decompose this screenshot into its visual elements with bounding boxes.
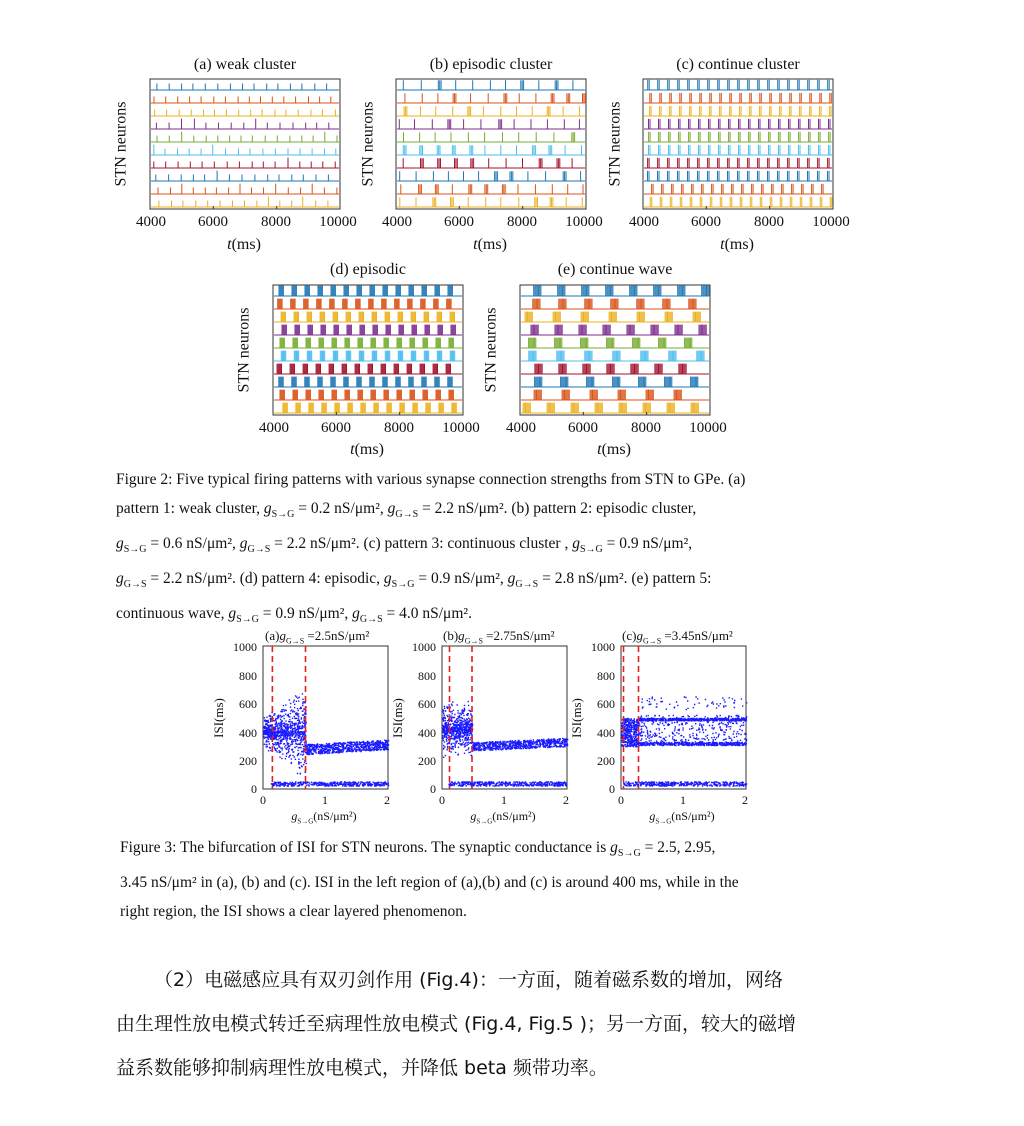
raster-plot-c — [643, 79, 833, 209]
x-tick: 8000 — [631, 420, 661, 436]
x-tick: 4000 — [382, 214, 412, 230]
figure-2-caption — [116, 465, 861, 634]
x-tick: 0 — [618, 793, 624, 807]
caption-line: right region, the ISI shows a clear layered phenomenon. — [120, 903, 467, 921]
plot-frame — [150, 79, 340, 209]
y-tick: 1000 — [412, 640, 436, 654]
figure-3-caption — [120, 833, 857, 926]
x-axis-label-b: t(ms) — [473, 236, 507, 253]
x-tick: 0 — [260, 793, 266, 807]
y-tick: 800 — [418, 669, 436, 683]
isi-panel-title-a: $(a)g_{G\to S} =2.5nS/\mu m^2$ — [265, 628, 370, 646]
isi-scatter-c — [621, 646, 746, 789]
isi-panel-title-c: $(c)g_{G\to S} =3.45nS/\mu m^2$ — [622, 628, 733, 646]
x-tick: 6000 — [691, 214, 721, 230]
x-tick: 1 — [680, 793, 686, 807]
x-tick: 1 — [501, 793, 507, 807]
x-tick: 8000 — [261, 214, 291, 230]
x-tick: 10000 — [812, 214, 850, 230]
caption-line: 3.45 nS/μm² in (a), (b) and (c). ISI in the left region of (a),(b) and (c) is around 400 ms, while in the — [120, 874, 739, 892]
raster-plot-a — [150, 79, 340, 209]
y-tick: 200 — [597, 754, 615, 768]
isi-x-label-c: $g_{S\to G}(nS/\mu m^2)$ — [649, 809, 715, 826]
x-tick: 4000 — [136, 214, 166, 230]
caption-line: Figure 3: The bifurcation of ISI for STN neurons. The synaptic conductance is $g_{S\to G} = 2.5$, 2.95, — [120, 839, 716, 860]
y-axis-label-e: STN neurons — [482, 307, 500, 393]
x-tick: 6000 — [568, 420, 598, 436]
x-tick: 1 — [322, 793, 328, 807]
y-axis-label-b: STN neurons — [359, 101, 377, 187]
x-tick: 2 — [384, 793, 390, 807]
x-tick: 10000 — [565, 214, 603, 230]
caption-line: continuous wave, $g_{S\to G} = 0.9$ nS/μm², $g_{G\to S} = 4.0$ nS/μm². — [116, 605, 472, 626]
y-axis-label-a: STN neurons — [112, 101, 130, 187]
panel-title-c: (c) continue cluster — [676, 56, 800, 73]
x-tick: 4000 — [629, 214, 659, 230]
y-tick: 800 — [239, 669, 257, 683]
paragraph-line: （2）电磁感应具有双刃剑作用 (Fig.4)：一方面，随着磁系数的增加，网络 — [154, 969, 783, 991]
x-tick: 4000 — [506, 420, 536, 436]
y-tick: 800 — [597, 669, 615, 683]
y-tick: 0 — [609, 782, 615, 796]
x-tick: 8000 — [754, 214, 784, 230]
x-tick: 6000 — [444, 214, 474, 230]
y-tick: 200 — [239, 754, 257, 768]
isi-x-label-b: $g_{S\to G}(nS/\mu m^2)$ — [470, 809, 536, 826]
x-axis-label-c: t(ms) — [720, 236, 754, 253]
isi-y-label-a: ISI(ms) — [210, 698, 226, 738]
plot-frame — [621, 646, 746, 789]
y-tick: 600 — [239, 697, 257, 711]
y-axis-label-c: STN neurons — [606, 101, 624, 187]
x-tick: 10000 — [442, 420, 480, 436]
x-tick: 10000 — [689, 420, 727, 436]
x-tick: 8000 — [507, 214, 537, 230]
isi-y-label-b: ISI(ms) — [389, 698, 405, 738]
panel-title-a: (a) weak cluster — [193, 56, 297, 73]
x-tick: 8000 — [384, 420, 414, 436]
raster-plot-b — [396, 79, 586, 209]
x-axis-label-a: t(ms) — [227, 236, 261, 253]
x-tick: 4000 — [259, 420, 289, 436]
caption-line: Figure 2: Five typical firing patterns with various synapse connection strengths from STN to GPe. (a) — [116, 471, 746, 488]
caption-line: $g_{S\to G} = 0.6$ nS/μm², $g_{G\to S} = 2.2$ nS/μm². (c) pattern 3: continuous cluster , $g_{S\to G} = 0.9$ nS/μm², — [116, 535, 693, 556]
y-tick: 0 — [251, 782, 257, 796]
isi-x-label-a: $g_{S\to G}(nS/\mu m^2)$ — [291, 809, 357, 826]
isi-panel-title-b: $(b)g_{G\to S} =2.75nS/\mu m^2$ — [443, 628, 555, 646]
panel-title-d: (d) episodic — [330, 261, 406, 278]
y-tick: 1000 — [591, 640, 615, 654]
y-tick: 400 — [239, 726, 257, 740]
x-axis-label-d: t(ms) — [350, 441, 384, 458]
raster-plot-e — [520, 285, 710, 415]
x-tick: 0 — [439, 793, 445, 807]
y-tick: 1000 — [233, 640, 257, 654]
y-tick: 400 — [597, 726, 615, 740]
paragraph-line: 由生理性放电模式转迁至病理性放电模式 (Fig.4, Fig.5 )；另一方面，较大的磁增 — [116, 1013, 797, 1035]
panel-title-e: (e) continue wave — [557, 261, 673, 278]
x-axis-label-e: t(ms) — [597, 441, 631, 458]
panel-title-b: (b) episodic cluster — [429, 56, 553, 73]
caption-line: $g_{G\to S} = 2.2$ nS/μm². (d) pattern 4: episodic, $g_{S\to G} = 0.9$ nS/μm², $g_{G\to S} = 2.8$ nS/μm². (e) pattern 5: — [116, 570, 712, 591]
paragraph-line: 益系数能够抑制病理性放电模式，并降低 beta 频带功率。 — [116, 1057, 608, 1079]
x-tick: 6000 — [198, 214, 228, 230]
isi-y-label-c: ISI(ms) — [568, 698, 584, 738]
x-tick: 6000 — [321, 420, 351, 436]
isi-scatter-a — [263, 646, 388, 789]
y-tick: 600 — [597, 697, 615, 711]
caption-line: pattern 1: weak cluster, $g_{S\to G} = 0.2$ nS/μm², $g_{G\to S} = 2.2$ nS/μm². (b) pattern 2: episodic cluster, — [116, 500, 697, 521]
raster-plot-d — [273, 285, 463, 415]
y-axis-label-d: STN neurons — [235, 307, 253, 393]
y-tick: 400 — [418, 726, 436, 740]
plot-frame — [396, 79, 586, 209]
y-tick: 200 — [418, 754, 436, 768]
x-tick: 2 — [563, 793, 569, 807]
isi-scatter-b — [442, 646, 567, 789]
x-tick: 2 — [742, 793, 748, 807]
x-tick: 10000 — [319, 214, 357, 230]
y-tick: 0 — [430, 782, 436, 796]
body-paragraph — [116, 958, 861, 1090]
y-tick: 600 — [418, 697, 436, 711]
